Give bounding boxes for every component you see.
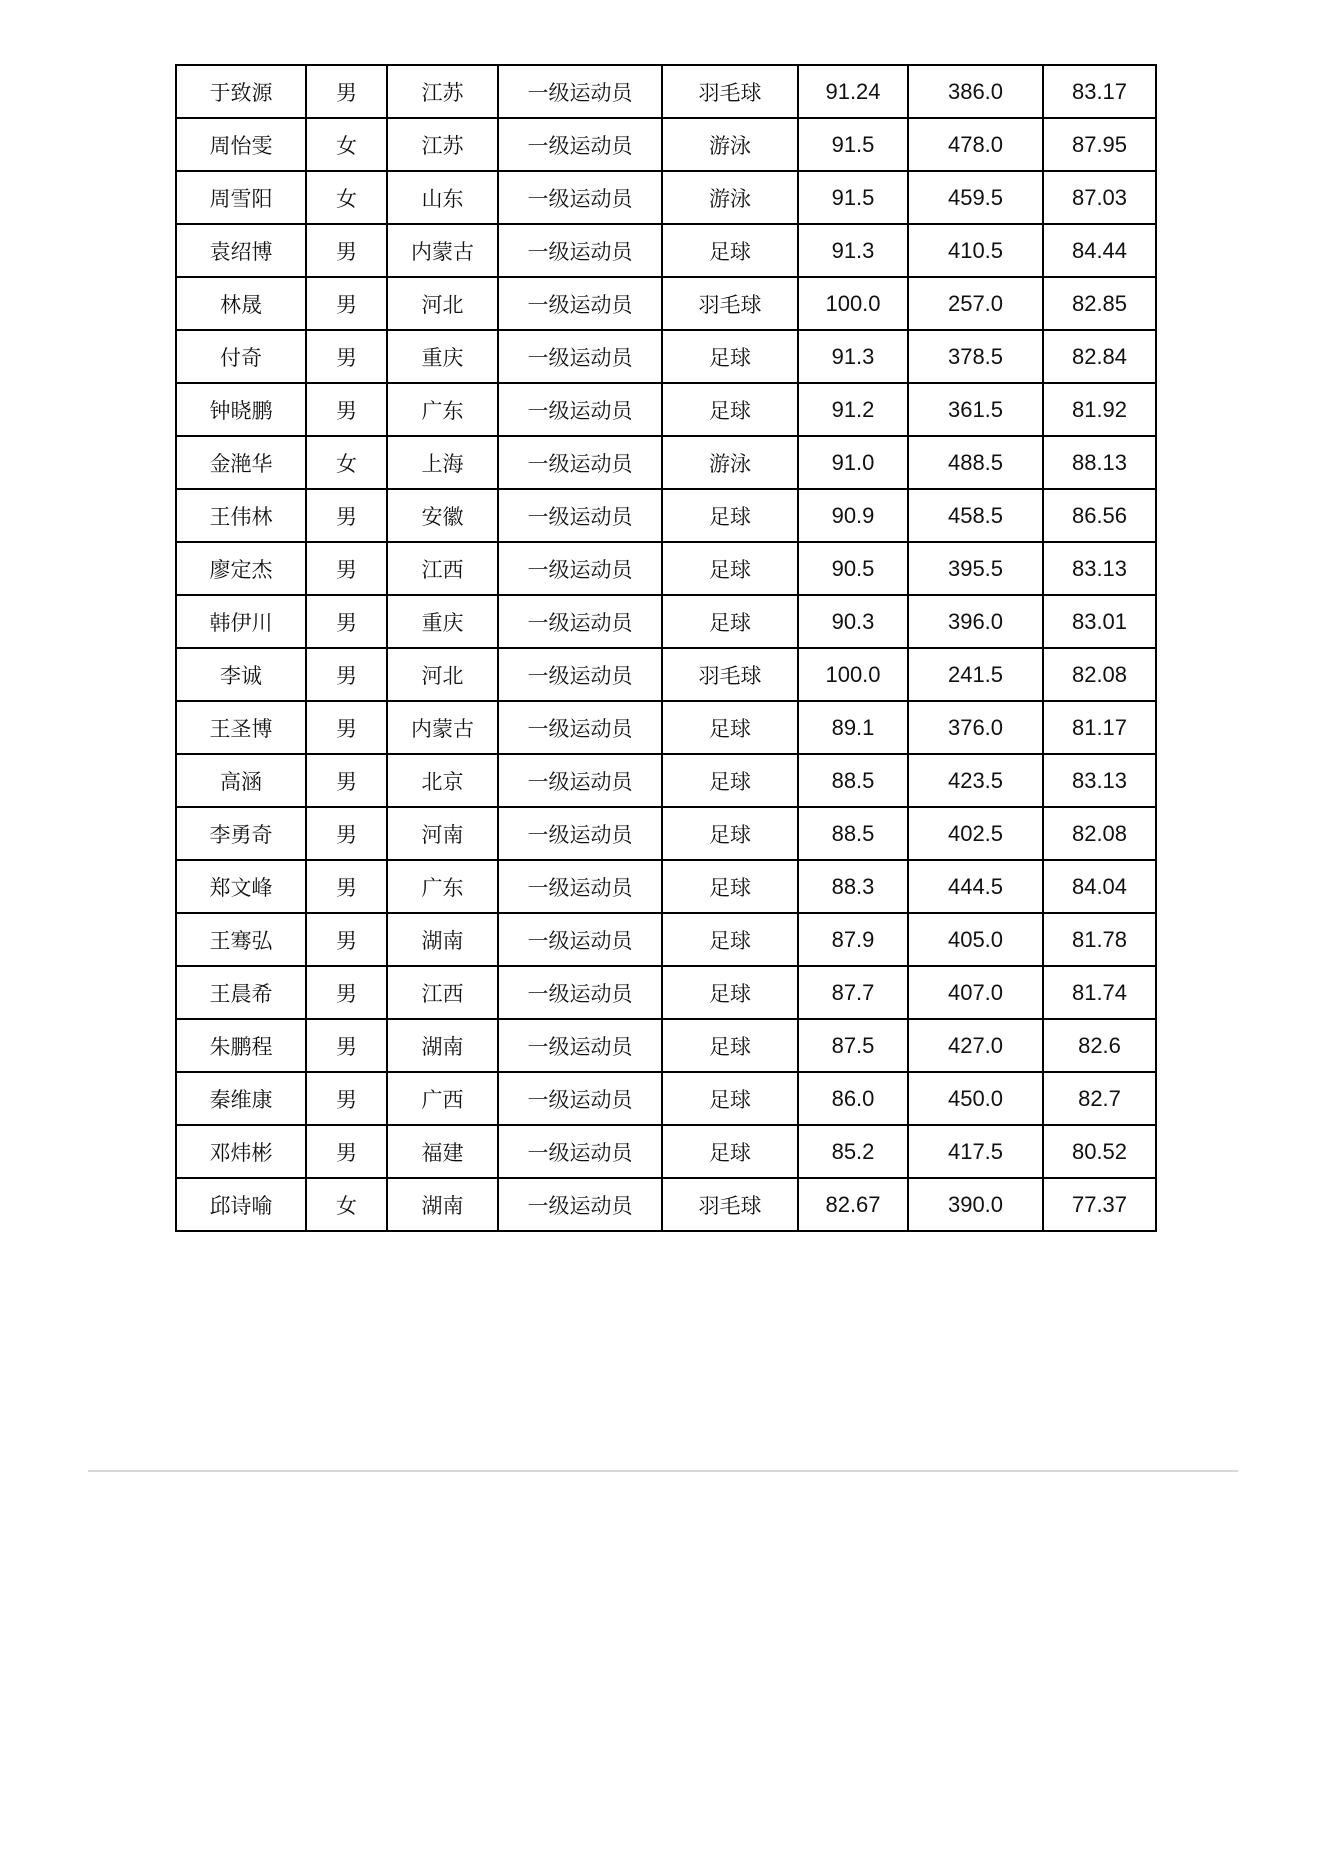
cell-score-3: 82.7 <box>1043 1072 1156 1125</box>
cell-score-2: 423.5 <box>908 754 1043 807</box>
cell-sport: 足球 <box>662 754 798 807</box>
cell-gender: 女 <box>306 118 387 171</box>
cell-level: 一级运动员 <box>498 1019 662 1072</box>
cell-name: 朱鹏程 <box>176 1019 306 1072</box>
cell-score-1: 86.0 <box>798 1072 908 1125</box>
cell-sport: 足球 <box>662 913 798 966</box>
cell-score-1: 91.2 <box>798 383 908 436</box>
cell-level: 一级运动员 <box>498 118 662 171</box>
cell-sport: 足球 <box>662 1072 798 1125</box>
cell-province: 江苏 <box>387 65 498 118</box>
cell-province: 内蒙古 <box>387 224 498 277</box>
table-row <box>176 65 1156 118</box>
cell-gender: 男 <box>306 966 387 1019</box>
cell-province: 广东 <box>387 860 498 913</box>
cell-score-3: 83.01 <box>1043 595 1156 648</box>
cell-score-2: 361.5 <box>908 383 1043 436</box>
cell-gender: 男 <box>306 648 387 701</box>
cell-score-2: 395.5 <box>908 542 1043 595</box>
cell-gender: 女 <box>306 436 387 489</box>
cell-sport: 足球 <box>662 224 798 277</box>
cell-sport: 足球 <box>662 966 798 1019</box>
cell-sport: 足球 <box>662 1019 798 1072</box>
cell-sport: 游泳 <box>662 118 798 171</box>
cell-level: 一级运动员 <box>498 277 662 330</box>
cell-score-1: 88.3 <box>798 860 908 913</box>
cell-gender: 男 <box>306 65 387 118</box>
cell-province: 江苏 <box>387 118 498 171</box>
cell-name: 高涵 <box>176 754 306 807</box>
table-row <box>176 1178 1156 1231</box>
page-divider <box>88 1470 1238 1472</box>
cell-score-1: 87.5 <box>798 1019 908 1072</box>
cell-name: 邱诗喻 <box>176 1178 306 1231</box>
table-row <box>176 966 1156 1019</box>
table-row <box>176 648 1156 701</box>
cell-province: 山东 <box>387 171 498 224</box>
cell-score-2: 458.5 <box>908 489 1043 542</box>
cell-level: 一级运动员 <box>498 701 662 754</box>
cell-score-2: 444.5 <box>908 860 1043 913</box>
cell-level: 一级运动员 <box>498 966 662 1019</box>
cell-score-2: 396.0 <box>908 595 1043 648</box>
cell-name: 钟晓鹏 <box>176 383 306 436</box>
cell-score-3: 81.17 <box>1043 701 1156 754</box>
cell-province: 湖南 <box>387 1178 498 1231</box>
table-row <box>176 860 1156 913</box>
cell-name: 金滟华 <box>176 436 306 489</box>
cell-sport: 足球 <box>662 595 798 648</box>
cell-sport: 足球 <box>662 489 798 542</box>
cell-province: 内蒙古 <box>387 701 498 754</box>
cell-sport: 足球 <box>662 1125 798 1178</box>
cell-score-3: 84.04 <box>1043 860 1156 913</box>
cell-gender: 男 <box>306 1125 387 1178</box>
cell-province: 重庆 <box>387 330 498 383</box>
cell-gender: 男 <box>306 860 387 913</box>
cell-score-2: 427.0 <box>908 1019 1043 1072</box>
cell-score-3: 83.13 <box>1043 542 1156 595</box>
table-row <box>176 489 1156 542</box>
cell-province: 福建 <box>387 1125 498 1178</box>
cell-sport: 足球 <box>662 330 798 383</box>
cell-name: 邓炜彬 <box>176 1125 306 1178</box>
cell-name: 付奇 <box>176 330 306 383</box>
table-row <box>176 436 1156 489</box>
cell-level: 一级运动员 <box>498 754 662 807</box>
cell-name: 王圣博 <box>176 701 306 754</box>
cell-province: 江西 <box>387 542 498 595</box>
cell-score-3: 81.92 <box>1043 383 1156 436</box>
cell-score-3: 82.85 <box>1043 277 1156 330</box>
cell-level: 一级运动员 <box>498 489 662 542</box>
table-row <box>176 224 1156 277</box>
cell-score-1: 91.5 <box>798 118 908 171</box>
cell-level: 一级运动员 <box>498 542 662 595</box>
cell-score-2: 402.5 <box>908 807 1043 860</box>
cell-province: 河南 <box>387 807 498 860</box>
cell-sport: 足球 <box>662 542 798 595</box>
cell-score-2: 478.0 <box>908 118 1043 171</box>
cell-province: 湖南 <box>387 1019 498 1072</box>
cell-gender: 男 <box>306 1019 387 1072</box>
cell-province: 安徽 <box>387 489 498 542</box>
athlete-table-body <box>176 65 1156 1231</box>
table-row <box>176 913 1156 966</box>
cell-score-2: 376.0 <box>908 701 1043 754</box>
cell-score-3: 82.6 <box>1043 1019 1156 1072</box>
cell-level: 一级运动员 <box>498 648 662 701</box>
cell-name: 王伟林 <box>176 489 306 542</box>
cell-score-2: 450.0 <box>908 1072 1043 1125</box>
cell-level: 一级运动员 <box>498 1125 662 1178</box>
cell-score-1: 88.5 <box>798 807 908 860</box>
cell-sport: 游泳 <box>662 436 798 489</box>
cell-sport: 羽毛球 <box>662 65 798 118</box>
cell-score-3: 84.44 <box>1043 224 1156 277</box>
cell-score-2: 378.5 <box>908 330 1043 383</box>
cell-name: 李诚 <box>176 648 306 701</box>
table-row <box>176 1125 1156 1178</box>
cell-sport: 羽毛球 <box>662 648 798 701</box>
athlete-table <box>175 64 1157 1232</box>
cell-sport: 足球 <box>662 383 798 436</box>
cell-gender: 男 <box>306 330 387 383</box>
cell-level: 一级运动员 <box>498 330 662 383</box>
cell-score-2: 386.0 <box>908 65 1043 118</box>
cell-name: 周怡雯 <box>176 118 306 171</box>
cell-score-3: 82.08 <box>1043 807 1156 860</box>
cell-province: 湖南 <box>387 913 498 966</box>
cell-province: 河北 <box>387 277 498 330</box>
cell-score-1: 89.1 <box>798 701 908 754</box>
cell-score-2: 405.0 <box>908 913 1043 966</box>
cell-name: 李勇奇 <box>176 807 306 860</box>
cell-score-3: 88.13 <box>1043 436 1156 489</box>
cell-gender: 女 <box>306 1178 387 1231</box>
table-row <box>176 330 1156 383</box>
cell-level: 一级运动员 <box>498 807 662 860</box>
cell-score-1: 91.3 <box>798 224 908 277</box>
table-row <box>176 542 1156 595</box>
cell-level: 一级运动员 <box>498 1072 662 1125</box>
cell-province: 广东 <box>387 383 498 436</box>
cell-level: 一级运动员 <box>498 595 662 648</box>
cell-province: 江西 <box>387 966 498 1019</box>
cell-province: 广西 <box>387 1072 498 1125</box>
cell-score-3: 80.52 <box>1043 1125 1156 1178</box>
table-row <box>176 595 1156 648</box>
cell-province: 重庆 <box>387 595 498 648</box>
cell-name: 廖定杰 <box>176 542 306 595</box>
cell-level: 一级运动员 <box>498 171 662 224</box>
cell-score-1: 87.7 <box>798 966 908 1019</box>
cell-gender: 男 <box>306 754 387 807</box>
cell-score-2: 417.5 <box>908 1125 1043 1178</box>
cell-level: 一级运动员 <box>498 224 662 277</box>
cell-name: 王晨希 <box>176 966 306 1019</box>
cell-score-3: 83.17 <box>1043 65 1156 118</box>
cell-score-3: 81.78 <box>1043 913 1156 966</box>
cell-sport: 足球 <box>662 860 798 913</box>
cell-score-2: 410.5 <box>908 224 1043 277</box>
cell-score-3: 77.37 <box>1043 1178 1156 1231</box>
cell-sport: 羽毛球 <box>662 277 798 330</box>
cell-score-3: 86.56 <box>1043 489 1156 542</box>
cell-gender: 男 <box>306 807 387 860</box>
table-row <box>176 754 1156 807</box>
cell-sport: 足球 <box>662 807 798 860</box>
cell-level: 一级运动员 <box>498 65 662 118</box>
cell-gender: 男 <box>306 383 387 436</box>
cell-gender: 男 <box>306 224 387 277</box>
cell-name: 王骞弘 <box>176 913 306 966</box>
cell-score-3: 87.03 <box>1043 171 1156 224</box>
cell-province: 上海 <box>387 436 498 489</box>
cell-name: 于致源 <box>176 65 306 118</box>
cell-score-3: 82.84 <box>1043 330 1156 383</box>
cell-province: 北京 <box>387 754 498 807</box>
cell-score-2: 390.0 <box>908 1178 1043 1231</box>
table-row <box>176 277 1156 330</box>
cell-score-1: 91.24 <box>798 65 908 118</box>
cell-score-1: 82.67 <box>798 1178 908 1231</box>
cell-name: 袁绍博 <box>176 224 306 277</box>
cell-level: 一级运动员 <box>498 860 662 913</box>
cell-sport: 游泳 <box>662 171 798 224</box>
table-row <box>176 807 1156 860</box>
cell-score-1: 85.2 <box>798 1125 908 1178</box>
cell-gender: 男 <box>306 1072 387 1125</box>
cell-score-1: 90.5 <box>798 542 908 595</box>
cell-score-2: 241.5 <box>908 648 1043 701</box>
cell-name: 周雪阳 <box>176 171 306 224</box>
cell-sport: 足球 <box>662 701 798 754</box>
cell-score-1: 90.9 <box>798 489 908 542</box>
cell-score-1: 90.3 <box>798 595 908 648</box>
cell-score-3: 82.08 <box>1043 648 1156 701</box>
cell-level: 一级运动员 <box>498 383 662 436</box>
table-row <box>176 1019 1156 1072</box>
cell-score-3: 83.13 <box>1043 754 1156 807</box>
cell-score-1: 91.0 <box>798 436 908 489</box>
cell-level: 一级运动员 <box>498 1178 662 1231</box>
cell-gender: 男 <box>306 701 387 754</box>
cell-name: 韩伊川 <box>176 595 306 648</box>
cell-name: 林晟 <box>176 277 306 330</box>
cell-score-1: 87.9 <box>798 913 908 966</box>
table-row <box>176 383 1156 436</box>
cell-gender: 男 <box>306 277 387 330</box>
cell-score-2: 257.0 <box>908 277 1043 330</box>
table-row <box>176 1072 1156 1125</box>
cell-gender: 男 <box>306 595 387 648</box>
cell-gender: 女 <box>306 171 387 224</box>
cell-score-1: 91.5 <box>798 171 908 224</box>
table-row <box>176 171 1156 224</box>
cell-score-1: 88.5 <box>798 754 908 807</box>
cell-gender: 男 <box>306 913 387 966</box>
cell-province: 河北 <box>387 648 498 701</box>
cell-gender: 男 <box>306 542 387 595</box>
cell-sport: 羽毛球 <box>662 1178 798 1231</box>
cell-score-2: 488.5 <box>908 436 1043 489</box>
cell-name: 郑文峰 <box>176 860 306 913</box>
cell-level: 一级运动员 <box>498 436 662 489</box>
cell-gender: 男 <box>306 489 387 542</box>
cell-score-3: 81.74 <box>1043 966 1156 1019</box>
cell-score-1: 91.3 <box>798 330 908 383</box>
cell-score-1: 100.0 <box>798 648 908 701</box>
table-row <box>176 118 1156 171</box>
cell-score-1: 100.0 <box>798 277 908 330</box>
cell-score-2: 407.0 <box>908 966 1043 1019</box>
table-row <box>176 701 1156 754</box>
cell-level: 一级运动员 <box>498 913 662 966</box>
cell-score-2: 459.5 <box>908 171 1043 224</box>
cell-name: 秦维康 <box>176 1072 306 1125</box>
cell-score-3: 87.95 <box>1043 118 1156 171</box>
